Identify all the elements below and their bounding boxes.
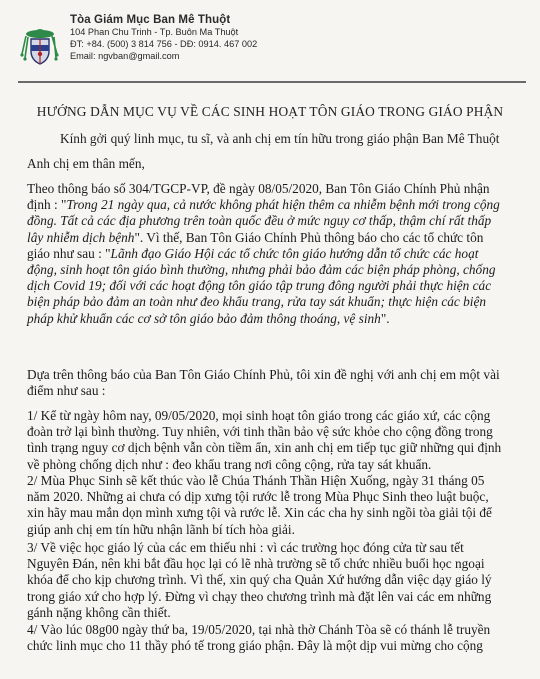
- greeting-intro: Kính gởi quý linh mục, tu sĩ, và anh chị em tín hữu trong giáo phận Ban Mê Thuột: [60, 131, 500, 146]
- paragraph-point-1: [27, 408, 526, 473]
- text-line: trong giáo xứ cho hợp lý. Đừng vì chạy theo chương trình mà đặt lên vai các em những: [27, 588, 492, 604]
- text-segment: giáo như sau : ": [27, 245, 111, 261]
- text-line: [27, 213, 526, 229]
- text-line: [27, 246, 526, 262]
- text-line: 3/ Về việc học giáo lý của các em thiếu nhi : vì các trường học đóng cửa từ sau tết: [27, 540, 464, 555]
- letterhead: [18, 14, 418, 74]
- quoted-text: lây nhiễm dịch bệnh: [27, 229, 135, 245]
- document-title: HƯỚNG DẪN MỤC VỤ VỀ CÁC SINH HOẠT TÔN GIÁO TRONG GIÁO PHẬN: [36, 104, 504, 119]
- text-line: khóa để cho kịp chương trình. Vì thế, xin quý cha Quản Xứ hướng dẫn việc dạy giáo lý: [27, 572, 492, 588]
- quoted-text: dịch Covid 19; đối với các hoạt động tôn giáo tập trung đông người phải thực hiện các: [27, 278, 492, 294]
- text-line: chức linh mục cho 11 thầy phó tế trong giáo phận. Đây là một dịp vui mừng cho cộng: [27, 638, 483, 654]
- quoted-text: biện pháp bảo đảm an toàn như đeo khẩu trang, rửa tay sát khuẩn; thực hiện các biện: [27, 294, 487, 310]
- paragraph-proposal: [27, 367, 526, 399]
- org-address: 104 Phan Chu Trinh - Tp. Buôn Ma Thuột: [70, 27, 239, 37]
- quoted-text: Trong 21 ngày qua, cả nước không phát hiện thêm ca nhiễm bệnh mới trong cộng: [66, 197, 500, 213]
- text-line: điểm như sau :: [27, 383, 106, 399]
- text-line: [27, 311, 526, 327]
- text-line: [27, 230, 526, 246]
- quoted-text: đồng. Tất cả các địa phương trên toàn quốc đều ở mức nguy cơ thấp, thậm chí rất thấp: [27, 213, 492, 229]
- org-name: Tòa Giám Mục Ban Mê Thuột: [70, 14, 231, 26]
- text-line: giúp anh chị em tín hữu nhận lãnh bí tích hòa giải.: [27, 521, 295, 537]
- paragraph-announcement: [27, 181, 526, 327]
- text-line: [27, 278, 526, 294]
- text-line: Nguyên Đán, nên khi bắt đầu học lại có lẽ nhà trường sẽ tổ chức nhiều buổi học ngoại: [27, 556, 485, 572]
- salutation: Anh chị em thân mến,: [27, 156, 145, 171]
- quoted-text: pháp khử khuẩn các cơ sở tôn giáo bảo đảm thông thoáng, vệ sinh: [27, 310, 381, 326]
- text-line: 4/ Vào lúc 08g00 ngày thứ ba, 19/05/2020, tại nhà thờ Chánh Tòa sẽ có thánh lễ truyền: [27, 622, 491, 637]
- text-line: năm 2020. Những ai chưa có dịp xưng tội rước lễ trong Mùa Phục Sinh theo luật buộc,: [27, 489, 489, 505]
- text-line: [27, 197, 526, 213]
- text-line: 2/ Mùa Phục Sinh sẽ kết thúc vào lễ Chúa Thánh Thần Hiện Xuống, ngày 31 tháng 05: [27, 473, 485, 488]
- quoted-text: Lãnh đạo Giáo Hội các tổ chức tôn giáo hướng dẫn tổ chức các hoạt: [110, 245, 479, 261]
- text-line: [27, 262, 526, 278]
- org-email: Email: ngvban@gmail.com: [70, 51, 180, 62]
- text-segment: định : ": [27, 197, 67, 213]
- letterhead-text: [70, 14, 257, 63]
- paragraph-point-4: [27, 622, 526, 654]
- org-phone: ĐT: +84. (500) 3 814 756 - DĐ: 0914. 467 002: [70, 39, 258, 50]
- paragraph-point-3: [27, 540, 526, 621]
- header-divider: [18, 81, 526, 83]
- text-line: gánh nặng không cần thiết.: [27, 604, 171, 620]
- text-segment: ".: [380, 310, 390, 326]
- text-line: đoàn trở lại bình thường. Tuy nhiên, với tinh thần bảo vệ sức khỏe cho cộng đồng trong: [27, 424, 493, 440]
- text-line: tình trạng nguy cơ dịch bệnh vẫn còn tiềm ẩn, xin anh chị em tiếp tục giữ những qui định: [27, 440, 502, 456]
- text-line: 1/ Kể từ ngày hôm nay, 09/05/2020, mọi sinh hoạt tôn giáo trong các giáo xứ, các cộng: [27, 408, 491, 423]
- text-line: về phòng chống dịch như : đeo khẩu trang nơi công cộng, rửa tay sát khuẩn.: [27, 456, 432, 472]
- quoted-text: động, sinh hoạt tôn giáo bình thường, nhưng phải bảo đảm các biện pháp phòng, chống: [27, 262, 496, 278]
- text-line: xin hãy mau mắn dọn mình xưng tội và rước lễ. Xin các cha hy sinh ngồi tòa giải tội để: [27, 505, 492, 521]
- text-segment: ". Vì thế, Ban Tôn Giáo Chính Phủ thông báo cho các tổ chức tôn: [134, 229, 484, 245]
- diocese-logo-icon: [18, 24, 62, 66]
- text-line: Theo thông báo số 304/TGCP-VP, đề ngày 08/05/2020, Ban Tôn Giáo Chính Phủ nhận: [27, 181, 490, 196]
- paragraph-point-2: [27, 473, 526, 538]
- text-line: Dựa trên thông báo của Ban Tôn Giáo Chính Phủ, tôi xin đề nghị với anh chị em một vài: [27, 367, 500, 382]
- text-line: [27, 294, 526, 310]
